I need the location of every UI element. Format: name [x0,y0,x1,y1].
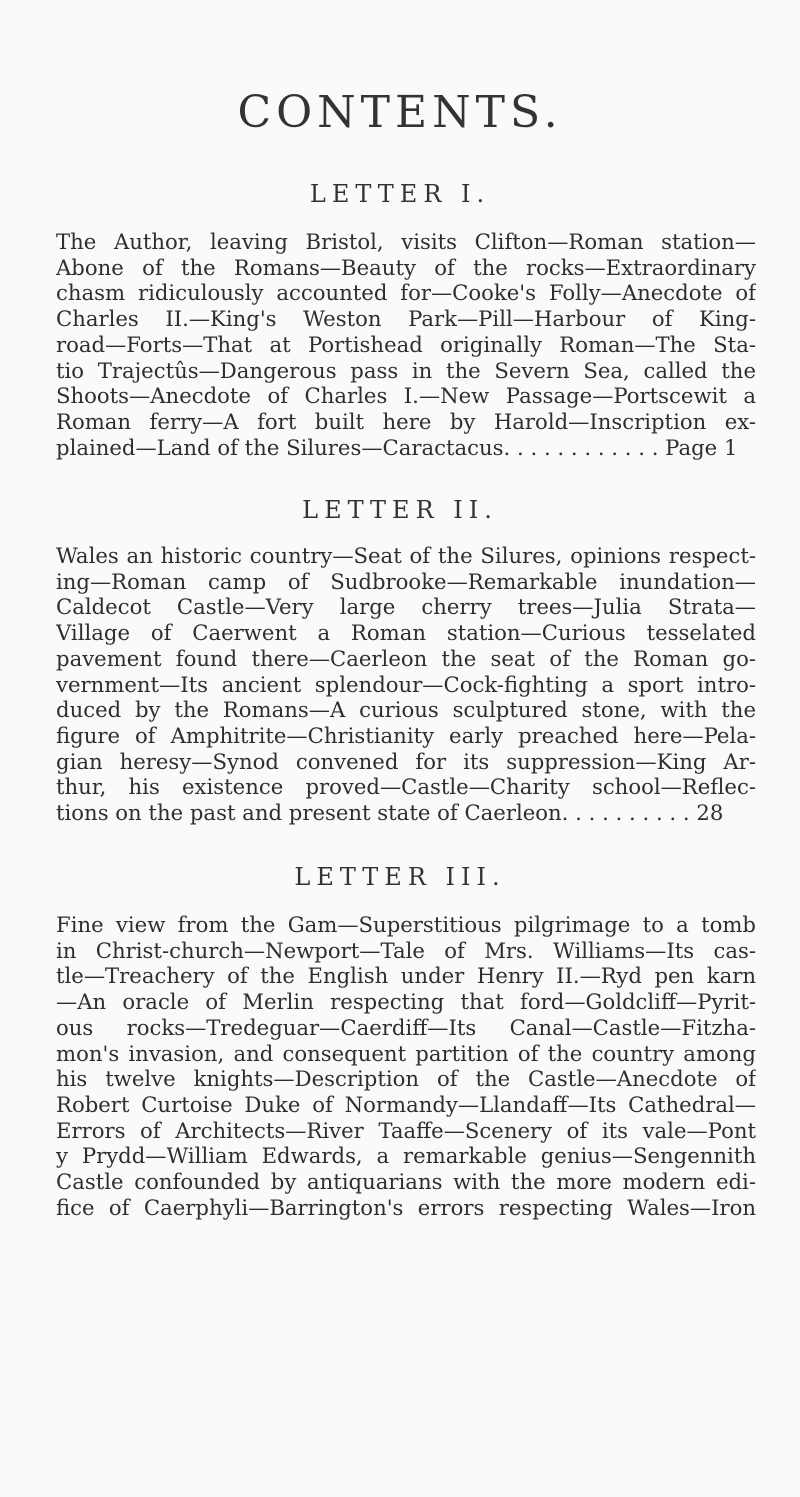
summary-line: in Christ-church—Newport—Tale of Mrs. Williams—Its cas- [56,937,756,963]
summary-line: ing—Roman camp of Sudbrooke—Remarkable inundation— [56,568,756,594]
letter-summary [56,543,756,826]
summary-line: his twelve knights—Description of the Castle—Anecdote of [56,1066,756,1092]
summary-line: pavement found there—Caerleon the seat of the Roman go- [56,645,756,671]
summary-line: The Author, leaving Bristol, visits Clifton—Roman station— [56,229,756,254]
summary-line: Errors of Architects—River Taaffe—Scenery of its vale—Pont [56,1117,756,1143]
summary-line: Village of Caerwent a Roman station—Curious tesselated [56,620,756,646]
summary-line: figure of Amphitrite—Christianity early preached here—Pela- [56,722,756,748]
summary-line: vernment—Its ancient splendour—Cock-fighting a sport intro- [56,671,756,697]
summary-line: duced by the Romans—A curious sculptured stone, with the [56,697,756,723]
summary-line: fice of Caerphyli—Barrington's errors respecting Wales—Iron [56,1194,756,1220]
summary-line: Wales an historic country—Seat of the Silures, opinions respect- [56,543,756,568]
summary-line: thur, his existence proved—Castle—Charity school—Reflec- [56,774,756,800]
summary-line: gian heresy—Synod convened for its suppression—King Ar- [56,748,756,774]
summary-line: chasm ridiculously accounted for—Cooke's Folly—Anecdote of [56,280,756,306]
letter-heading: LETTER I. [309,180,491,208]
summary-line: Charles II.—King's Weston Park—Pill—Harbour of King- [56,306,756,332]
summary-line: road—Forts—That at Portishead originally Roman—The Sta- [56,331,756,357]
summary-line: Robert Curtoise Duke of Normandy—Llandaff—Its Cathedral— [56,1091,756,1117]
summary-line-with-page: tions on the past and present state of Caerleon. . . . . . . . . . 28 [56,800,724,826]
summary-line: Roman ferry—A fort built here by Harold—Inscription ex- [56,408,756,434]
letter-summary [56,229,756,460]
letter-summary [56,912,756,1220]
summary-line-with-page: plained—Land of the Silures—Caractacus. . . . . . . . . . . . Page 1 [56,434,738,460]
summary-line: Castle confounded by antiquarians with the more modern edi- [56,1169,756,1195]
summary-line: Caldecot Castle—Very large cherry trees—Julia Strata— [56,594,756,620]
letter-heading: LETTER II. [302,496,498,524]
summary-line: mon's invasion, and consequent partition of the country among [56,1040,756,1066]
summary-line: tle—Treachery of the English under Henry II.—Ryd pen karn [56,963,756,989]
summary-line: tio Trajectûs—Dangerous pass in the Severn Sea, called the [56,357,756,383]
summary-line: Fine view from the Gam—Superstitious pilgrimage to a tomb [56,912,756,937]
summary-line: y Prydd—William Edwards, a remarkable genius—Sengennith [56,1143,756,1169]
summary-line: ous rocks—Tredeguar—Caerdiff—Its Canal—Castle—Fitzha- [56,1014,756,1040]
summary-line: Abone of the Romans—Beauty of the rocks—Extraordinary [56,254,756,280]
summary-line: —An oracle of Merlin respecting that ford—Goldcliff—Pyrit- [56,989,756,1015]
letter-heading: LETTER III. [294,863,506,891]
page-title: CONTENTS. [237,87,563,139]
summary-line: Shoots—Anecdote of Charles I.—New Passage—Portscewit a [56,383,756,409]
